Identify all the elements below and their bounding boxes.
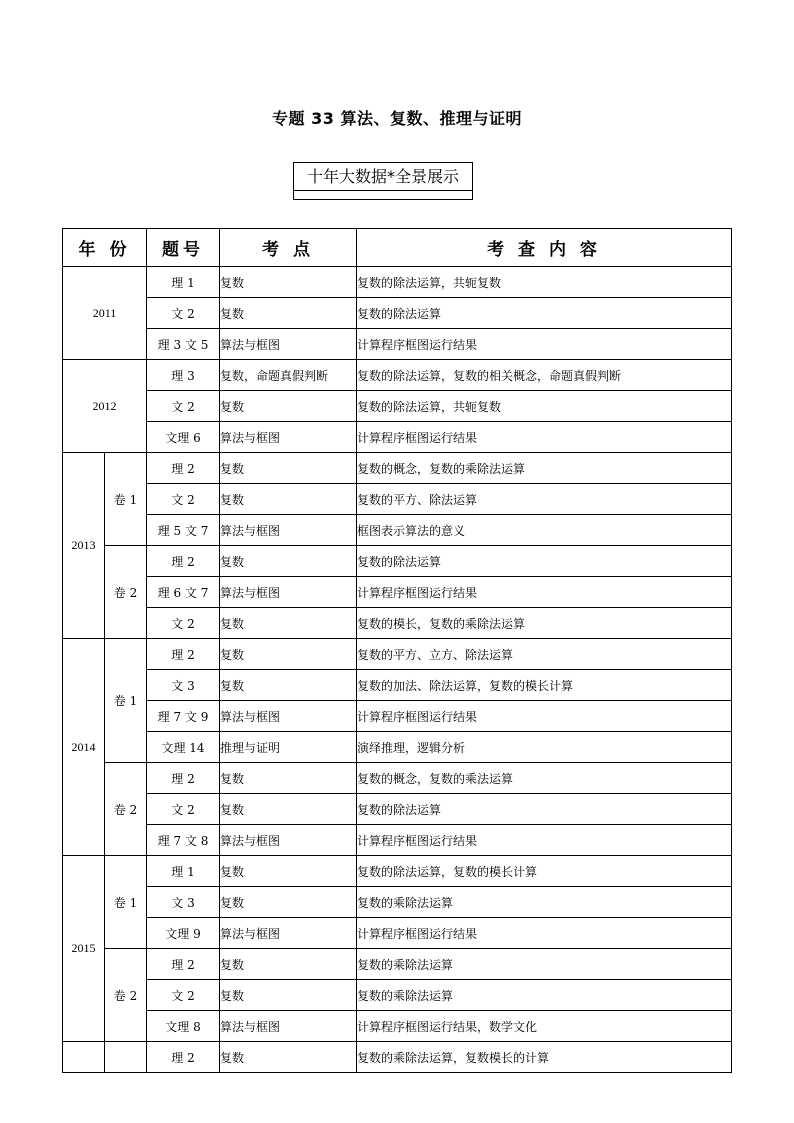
topic-cell: 复数 [220,949,357,980]
question-number: 文 2 [147,608,220,639]
topic-cell: 复数 [220,980,357,1011]
topic-cell: 复数 [220,887,357,918]
year-cell: 2015 [63,856,105,1042]
page-title: 专题 33 算法、复数、推理与证明 [272,109,522,128]
topic-cell: 复数 [220,546,357,577]
table-header-row [63,229,732,267]
table-row [63,825,732,856]
content-cell: 计算程序框图运行结果 [357,825,732,856]
question-number: 文理 9 [147,918,220,949]
content-cell: 计算程序框图运行结果，数学文化 [357,1011,732,1042]
topic-cell: 复数 [220,267,357,298]
topic-cell: 复数 [220,856,357,887]
topic-cell: 复数 [220,453,357,484]
volume-cell: 卷 1 [105,639,147,763]
question-number: 理 2 [147,546,220,577]
table-row [63,949,732,980]
exam-table [62,228,732,1073]
table-row [63,329,732,360]
content-cell: 复数的乘除法运算 [357,949,732,980]
content-cell: 演绎推理，逻辑分析 [357,732,732,763]
topic-cell: 算法与框图 [220,701,357,732]
topic-cell: 复数 [220,1042,357,1073]
content-cell: 计算程序框图运行结果 [357,329,732,360]
table-row [63,484,732,515]
content-cell: 复数的乘除法运算 [357,887,732,918]
table-row [63,701,732,732]
volume-cell: 卷 2 [105,949,147,1042]
content-cell: 复数的乘除法运算，复数模长的计算 [357,1042,732,1073]
topic-cell: 复数 [220,608,357,639]
question-number: 理 2 [147,949,220,980]
question-number: 理 6 文 7 [147,577,220,608]
header-year: 年 份 [63,229,147,267]
table-row [63,1011,732,1042]
question-number: 文 2 [147,484,220,515]
table-row [63,856,732,887]
question-number: 文理 14 [147,732,220,763]
question-number: 文 2 [147,391,220,422]
content-cell: 复数的平方、除法运算 [357,484,732,515]
question-number: 理 7 文 9 [147,701,220,732]
topic-cell: 复数，命题真假判断 [220,360,357,391]
topic-cell: 算法与框图 [220,329,357,360]
table-row [63,515,732,546]
question-number: 文 2 [147,298,220,329]
table-row [63,732,732,763]
content-cell: 复数的概念，复数的乘除法运算 [357,453,732,484]
topic-cell: 复数 [220,298,357,329]
table-row [63,1042,732,1073]
question-number: 理 1 [147,267,220,298]
year-cell: 2013 [63,453,105,639]
content-cell: 计算程序框图运行结果 [357,577,732,608]
table-row [63,763,732,794]
topic-cell: 复数 [220,391,357,422]
topic-cell: 算法与框图 [220,1011,357,1042]
question-number: 文理 8 [147,1011,220,1042]
question-number: 文 3 [147,887,220,918]
table-row [63,639,732,670]
question-number: 理 1 [147,856,220,887]
topic-cell: 算法与框图 [220,577,357,608]
question-number: 文 2 [147,980,220,1011]
content-cell: 复数的概念，复数的乘法运算 [357,763,732,794]
subtitle: 十年大数据*全景展示 [294,163,472,191]
volume-cell: 卷 1 [105,453,147,546]
question-number: 文理 6 [147,422,220,453]
content-cell: 复数的乘除法运算 [357,980,732,1011]
table-row [63,577,732,608]
question-number: 理 7 文 8 [147,825,220,856]
content-cell: 计算程序框图运行结果 [357,701,732,732]
question-number: 理 3 文 5 [147,329,220,360]
content-cell: 计算程序框图运行结果 [357,918,732,949]
topic-cell: 算法与框图 [220,422,357,453]
topic-cell: 复数 [220,639,357,670]
volume-cell: 卷 2 [105,546,147,639]
table-row [63,267,732,298]
year-cell: 2014 [63,639,105,856]
table-row [63,360,732,391]
topic-cell: 算法与框图 [220,515,357,546]
topic-cell: 复数 [220,794,357,825]
header-content: 考 查 内 容 [357,229,732,267]
question-number: 文 3 [147,670,220,701]
table-row [63,546,732,577]
volume-cell-empty [105,1042,147,1073]
topic-cell: 算法与框图 [220,918,357,949]
header-topic: 考 点 [220,229,357,267]
table-row [63,918,732,949]
table-row [63,298,732,329]
question-number: 文 2 [147,794,220,825]
table-row [63,887,732,918]
year-cell: 2011 [63,267,147,360]
topic-cell: 复数 [220,763,357,794]
table-row [63,391,732,422]
table-row [63,980,732,1011]
table-row [63,422,732,453]
table-row [63,794,732,825]
table-row [63,670,732,701]
topic-cell: 复数 [220,484,357,515]
year-cell: 2012 [63,360,147,453]
content-cell: 复数的加法、除法运算，复数的模长计算 [357,670,732,701]
content-cell: 复数的模长，复数的乘除法运算 [357,608,732,639]
question-number: 理 5 文 7 [147,515,220,546]
topic-cell: 算法与框图 [220,825,357,856]
content-cell: 复数的除法运算，复数的模长计算 [357,856,732,887]
question-number: 理 2 [147,639,220,670]
content-cell: 框图表示算法的意义 [357,515,732,546]
topic-cell: 复数 [220,670,357,701]
content-cell: 复数的除法运算，共轭复数 [357,267,732,298]
question-number: 理 2 [147,763,220,794]
content-cell: 复数的除法运算，复数的相关概念，命题真假判断 [357,360,732,391]
table-row [63,608,732,639]
volume-cell: 卷 1 [105,856,147,949]
content-cell: 计算程序框图运行结果 [357,422,732,453]
header-number: 题号 [147,229,220,267]
content-cell: 复数的平方、立方、除法运算 [357,639,732,670]
question-number: 理 3 [147,360,220,391]
content-cell: 复数的除法运算 [357,546,732,577]
subtitle-box [293,162,473,200]
question-number: 理 2 [147,1042,220,1073]
year-cell-empty [63,1042,105,1073]
topic-cell: 推理与证明 [220,732,357,763]
question-number: 理 2 [147,453,220,484]
volume-cell: 卷 2 [105,763,147,856]
table-row [63,453,732,484]
content-cell: 复数的除法运算，共轭复数 [357,391,732,422]
content-cell: 复数的除法运算 [357,794,732,825]
content-cell: 复数的除法运算 [357,298,732,329]
